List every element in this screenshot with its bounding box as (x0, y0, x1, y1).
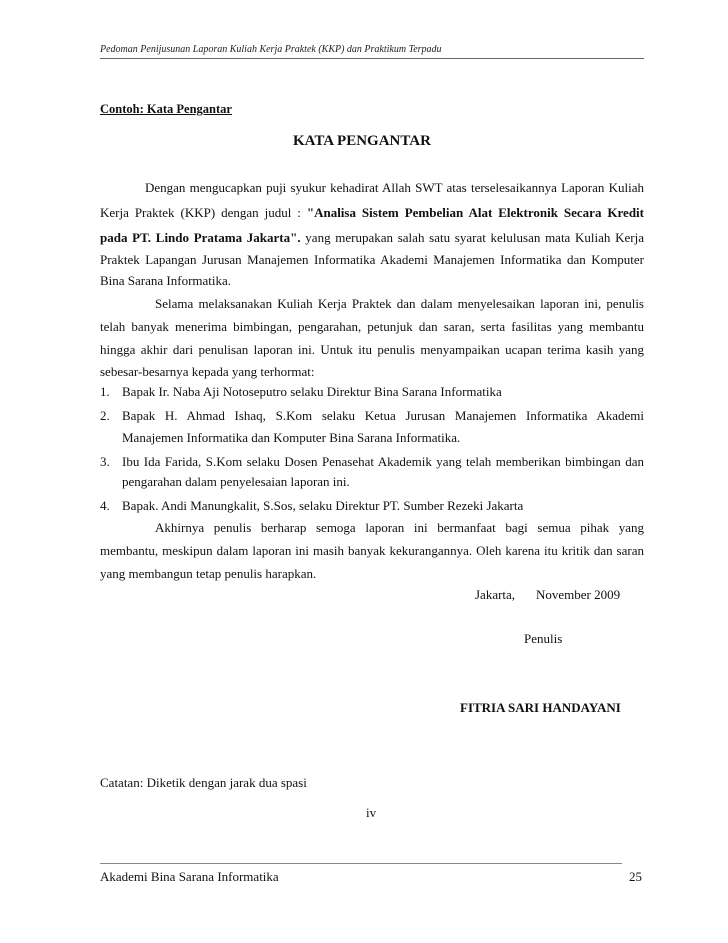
para1-line5: Bina Sarana Informatika. (100, 273, 232, 288)
para2-line1: Selama melaksanakan Kuliah Kerja Praktek dan dalam menyelesaikan laporan ini, penulis (155, 296, 644, 311)
signature-place: Jakarta, (475, 587, 516, 602)
signature-name: FITRIA SARI HANDAYANI (460, 700, 621, 715)
list-item-text: Manajemen Informatika dan Komputer Bina Sarana Informatika. (122, 430, 461, 445)
para1-line4: Praktek Lapangan Jurusan Manajemen Informatika Akademi Manajemen Informatika dan Komputer (100, 252, 644, 267)
typing-note: Catatan: Diketik dengan jarak dua spasi (100, 775, 307, 790)
page-title: KATA PENGANTAR (293, 133, 431, 149)
footer-rule (100, 863, 622, 864)
para3-line1: Akhirnya penulis berharap semoga laporan ini bermanfaat bagi semua pihak yang (155, 520, 644, 535)
para2-line4: sebesar-besarnya kepada yang terhormat: (100, 364, 315, 379)
para2-line2: telah banyak menerima bimbingan, pengarahan, petunjuk dan saran, serta fasilitas yang membantu (100, 319, 644, 334)
list-item-text: Ibu Ida Farida, S.Kom selaku Dosen Penasehat Akademik yang telah memberikan bimbingan dan (122, 454, 644, 469)
list-item-text: pengarahan dalam penyelesaian laporan ini. (122, 474, 350, 489)
para1-line1: Dengan mengucapkan puji syukur kehadirat Allah SWT atas terselesaikannya Laporan Kuliah (145, 180, 644, 195)
list-item-text: Bapak Ir. Naba Aji Notoseputro selaku Direktur Bina Sarana Informatika (122, 384, 502, 399)
para3-line2: membantu, meskipun dalam laporan ini masih banyak kekurangannya. Oleh karena itu kritik dan saran (100, 543, 644, 558)
para1-line3: pada PT. Lindo Pratama Jakarta". yang merupakan salah satu syarat kelulusan mata Kuliah Kerja (100, 230, 644, 245)
list-item-number: 4. (100, 498, 110, 513)
para1-line2: Kerja Praktek (KKP) dengan judul : "Analisa Sistem Pembelian Alat Elektronik Secara Kredit (100, 205, 644, 220)
list-item-text: Bapak H. Ahmad Ishaq, S.Kom selaku Ketua Jurusan Manajemen Informatika Akademi (122, 408, 644, 423)
header-rule (100, 58, 644, 59)
list-item-number: 2. (100, 408, 110, 423)
list-item-number: 1. (100, 384, 110, 399)
roman-page-number: iv (366, 805, 377, 820)
para3-line3: yang membangun tetap penulis harapkan. (100, 566, 317, 581)
signature-role: Penulis (524, 631, 563, 646)
running-header: Pedoman Penijusunan Laporan Kuliah Kerja Praktek (KKP) dan Praktikum Terpadu (100, 44, 442, 55)
section-label: Contoh: Kata Pengantar (100, 102, 232, 116)
signature-date: November 2009 (536, 587, 621, 602)
footer-institution: Akademi Bina Sarana Informatika (100, 869, 279, 884)
para2-line3: hingga akhir dari penulisan laporan ini. Untuk itu penulis menyampaikan ucapan terima kasih yang (100, 342, 644, 357)
page-number: 25 (629, 869, 642, 884)
list-item-text: Bapak. Andi Manungkalit, S.Sos, selaku Direktur PT. Sumber Rezeki Jakarta (122, 498, 524, 513)
list-item-number: 3. (100, 454, 110, 469)
